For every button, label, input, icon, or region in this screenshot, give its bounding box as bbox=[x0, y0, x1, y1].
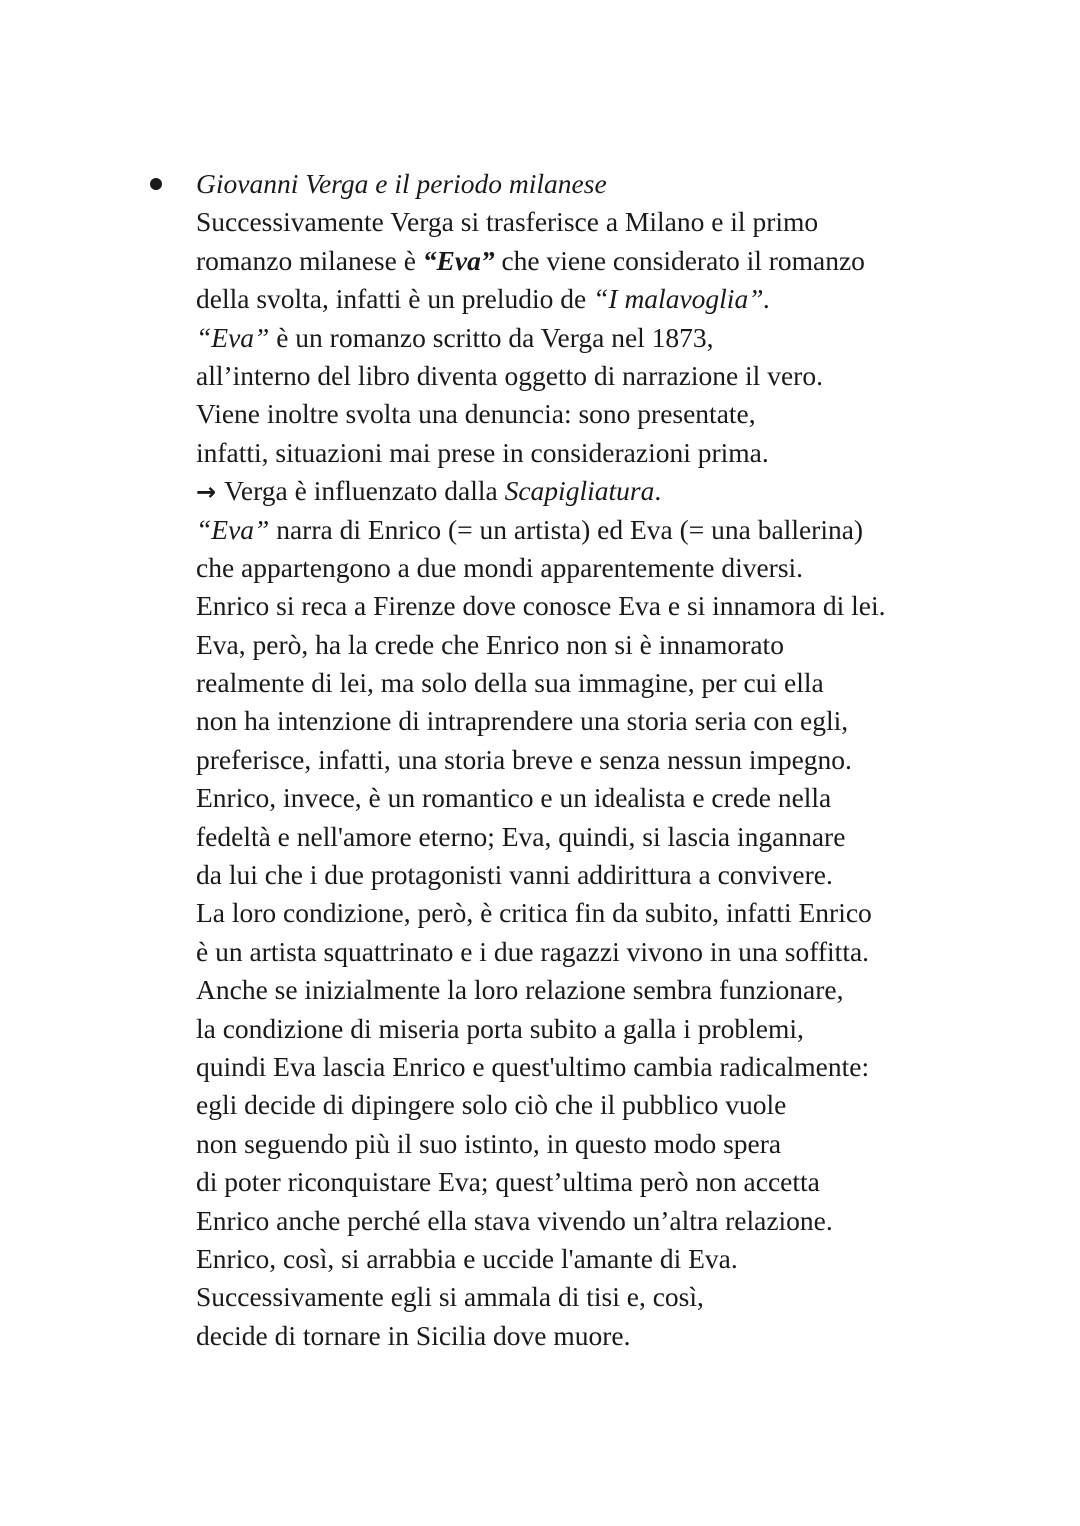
text-line bbox=[196, 280, 1056, 318]
text-line: Viene inoltre svolta una denuncia: sono presentate, bbox=[196, 398, 756, 430]
bullet-point bbox=[150, 178, 162, 190]
text-line: Eva, però, ha la crede che Enrico non si è innamorato bbox=[196, 628, 784, 660]
text-line: fedeltà e nell'amore eterno; Eva, quindi, si lascia ingannare bbox=[196, 820, 846, 852]
text-line: decide di tornare in Sicilia dove muore. bbox=[196, 1319, 631, 1351]
text-line bbox=[196, 319, 1056, 357]
text-fragment: Verga è influenzato dalla bbox=[224, 475, 505, 507]
text-line: è un artista squattrinato e i due ragazzi vivono in una soffitta. bbox=[196, 935, 870, 967]
text-line bbox=[196, 242, 1056, 280]
text-line: Enrico, così, si arrabbia e uccide l'amante di Eva. bbox=[196, 1242, 738, 1274]
arrow-right-icon: → bbox=[196, 478, 217, 507]
text-line: preferisce, infatti, una storia breve e senza nessun impegno. bbox=[196, 743, 852, 775]
text-fragment: che viene considerato il romanzo bbox=[494, 244, 865, 276]
text-line: La loro condizione, però, è critica fin da subito, infatti Enrico bbox=[196, 897, 872, 929]
text-fragment: è un romanzo scritto da Verga nel 1873, bbox=[269, 321, 714, 353]
text-line: che appartengono a due mondi apparentemente diversi. bbox=[196, 551, 804, 583]
text-line: Successivamente Verga si trasferisce a Milano e il primo bbox=[196, 206, 819, 238]
text-line: non ha intenzione di intraprendere una storia seria con egli, bbox=[196, 705, 849, 737]
text-line: Successivamente egli si ammala di tisi e, così, bbox=[196, 1281, 704, 1313]
text-line: realmente di lei, ma solo della sua immagine, per cui ella bbox=[196, 667, 824, 699]
text-line: di poter riconquistare Eva; quest’ultima però non accetta bbox=[196, 1166, 820, 1198]
text-line: Enrico, invece, è un romantico e un idealista e crede nella bbox=[196, 782, 832, 814]
text-fragment: narra di Enrico (= un artista) ed Eva (= una ballerina) bbox=[269, 513, 864, 545]
text-fragment: romanzo milanese è bbox=[196, 244, 423, 276]
text-line: all’interno del libro diventa oggetto di narrazione il vero. bbox=[196, 359, 823, 391]
text-line: quindi Eva lascia Enrico e quest'ultimo cambia radicalmente: bbox=[196, 1050, 870, 1082]
book-title-eva: “Eva” bbox=[422, 244, 495, 276]
text-line bbox=[196, 472, 1056, 510]
text-line: Anche se inizialmente la loro relazione sembra funzionare, bbox=[196, 974, 844, 1006]
text-line: da lui che i due protagonisti vanni addirittura a convivere. bbox=[196, 859, 833, 891]
text-line: infatti, situazioni mai prese in considerazioni prima. bbox=[196, 436, 769, 468]
text-line: la condizione di miseria porta subito a galla i problemi, bbox=[196, 1012, 804, 1044]
book-title-malavoglia: “I malavoglia”. bbox=[593, 283, 771, 315]
text-line: egli decide di dipingere solo ciò che il pubblico vuole bbox=[196, 1089, 787, 1121]
text-fragment: . bbox=[654, 475, 662, 507]
book-title-eva: “Eva” bbox=[196, 513, 270, 545]
section-body bbox=[196, 165, 1056, 1355]
book-title-eva: “Eva” bbox=[196, 321, 270, 353]
movement-scapigliatura: Scapigliatura bbox=[504, 475, 655, 507]
section-heading: Giovanni Verga e il periodo milanese bbox=[196, 168, 607, 199]
text-line bbox=[196, 511, 1056, 549]
text-line: Enrico si reca a Firenze dove conosce Eva e si innamora di lei. bbox=[196, 590, 886, 622]
text-line: non seguendo più il suo istinto, in questo modo spera bbox=[196, 1127, 782, 1159]
text-line: Enrico anche perché ella stava vivendo un’altra relazione. bbox=[196, 1204, 833, 1236]
text-fragment: della svolta, infatti è un preludio de bbox=[196, 283, 594, 315]
